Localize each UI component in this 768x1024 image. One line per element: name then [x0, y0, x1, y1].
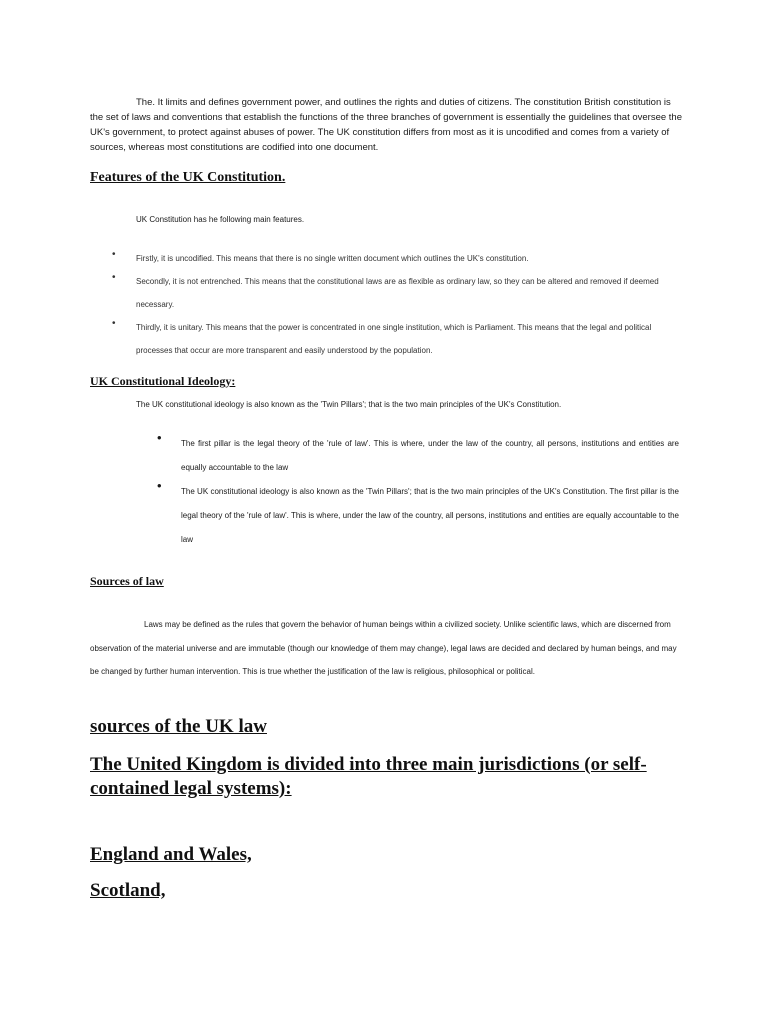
ideology-list: [157, 432, 679, 552]
intro-text: The. It limits and defines government power, and outlines the rights and duties of citizens. The constitution British constitution is the set of laws and conventions that establish the functions of the three branches of government is essentially the guidelines that oversee the UK's government, to protect against abuses of power. The UK constitution differs from most as it is uncodified and comes from a variety of sources, whereas most constitutions are codified into one document.: [90, 97, 683, 153]
list-item: • Thirdly, it is unitary. This means that the power is concentrated in one single institution, which is Parliament. This means that the legal and political processes that occur are more transparent and easily understood by the population.: [112, 318, 652, 355]
sources-paragraph: Laws may be defined as the rules that govern the behavior of human beings within a civilized society. Unlike scientific laws, which are discerned from observation of the material universe and are immutable (though our knowledge of them may change), legal laws are decided and declared by human beings, and may be changed by further human intervention. This is true whether the justification of the law is religious, philosophical or political.: [90, 620, 677, 676]
uk-law-heading: sources of the UK law: [90, 716, 267, 737]
features-list: [112, 247, 682, 362]
bullet-icon: •: [157, 430, 162, 445]
jurisdiction-scotland: Scotland,: [90, 880, 166, 901]
features-intro: UK Constitution has he following main features.: [136, 215, 305, 224]
intro-paragraph: [90, 95, 682, 155]
jurisdiction-england-wales: England and Wales,: [90, 844, 252, 865]
list-item: • Firstly, it is uncodified. This means that there is no single written document which outlines the UK's constitution.: [112, 249, 529, 263]
jurisdictions-heading: The United Kingdom is divided into three main jurisdictions (or self-contained legal systems):: [90, 754, 647, 799]
bullet-icon: •: [112, 249, 116, 260]
ideology-intro: The UK constitutional ideology is also known as the 'Twin Pillars'; that is the two main principles of the UK's Constitution.: [136, 400, 562, 409]
list-item: • Secondly, it is not entrenched. This means that the constitutional laws are as flexible as ordinary law, so they can be altered and removed if deemed necessary.: [112, 272, 659, 309]
ideology-heading: UK Constitutional Ideology:: [90, 374, 236, 388]
bullet-icon: •: [157, 478, 162, 493]
features-heading: Features of the UK Constitution.: [90, 170, 286, 185]
list-item: • The first pillar is the legal theory of the 'rule of law'. This is where, under the law of the country, all persons, institutions and entities are equally accountable to the law: [157, 430, 679, 472]
bullet-icon: •: [112, 272, 116, 283]
list-item: • The UK constitutional ideology is also known as the 'Twin Pillars'; that is the two main principles of the UK's Constitution. The first pillar is the legal theory of the 'rule of law'. This is where, under the law of the country, all persons, institutions and entities are equally accountable to the law: [157, 478, 679, 544]
sources-heading: Sources of law: [90, 574, 164, 588]
bullet-icon: •: [112, 318, 116, 329]
